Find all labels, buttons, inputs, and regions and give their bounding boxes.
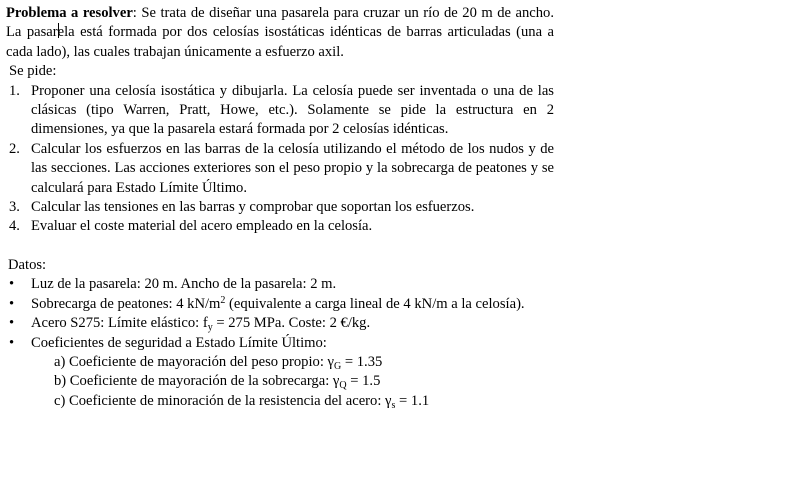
task-text: Proponer una celosía isostática y dibujarla. La celosía puede ser inventada o una de las clásicas (tipo Warren, Pratt, Howe, etc.). Solamente se pide la estructura en 2 dimensiones, ya que la pasarela estará formada por 2 celosías idénticas.	[31, 82, 554, 138]
datos-item-sobrecarga: • Sobrecarga de peatones: 4 $kN/m^2$ (equivalente a carga lineal de 4 kN/m a la celosía).	[6, 295, 554, 314]
task-number: 1.	[9, 82, 20, 99]
datos-item-luz: • Luz de la pasarela: 20 m. Ancho de la pasarela: 2 m.	[6, 275, 554, 294]
subscript: Q	[339, 380, 347, 392]
bullet-icon: •	[9, 334, 15, 351]
bullet-icon: •	[9, 315, 15, 332]
bullet-icon: •	[9, 276, 15, 293]
task-list	[6, 82, 554, 237]
task-number: 3.	[9, 199, 20, 216]
problem-text-part1: : Se trata de diseñar una pasarela para cruzar un río de 20 m de ancho. La pasar	[6, 5, 554, 41]
task-number: 4.	[9, 218, 20, 235]
task-number: 2.	[9, 140, 20, 157]
document-body	[6, 4, 554, 411]
coeficiente-line: a) Coeficiente de mayoración del peso propio: $\gamma_G = 1.35$	[54, 353, 383, 372]
coeficiente-line: b) Coeficiente de mayoración de la sobrecarga: $\gamma_Q = 1.5$	[54, 373, 381, 392]
task-item	[6, 198, 554, 217]
task-text: Evaluar el coste material del acero empleado en la celosía.	[31, 218, 373, 235]
task-text: Calcular los esfuerzos en las barras de la celosía utilizando el método de los nudos y de las secciones. Las acciones exteriores son el peso propio y la sobrecarga de peatones y se calculará para Estado Límite Último.	[31, 140, 554, 196]
subscript: s	[391, 399, 396, 411]
task-item	[6, 82, 554, 140]
problem-label: Problema a resolver	[6, 5, 133, 21]
task-item	[6, 140, 554, 198]
problem-text-part2: ela está formada por dos celosías isostáticas idénticas de barras articuladas (una a cada lado), las cuales trabajan únicamente a esfuerzo axil.	[6, 24, 554, 60]
subscript: y	[207, 322, 213, 334]
datos-item-acero: • Acero S275: Límite elástico: $f_y = 275$ MPa. Coste: 2 €/kg.	[9, 315, 371, 334]
coeficiente-line: c) Coeficiente de minoración de la resistencia del acero: $\gamma_s = 1.1$	[54, 392, 430, 411]
subscript: G	[333, 360, 342, 372]
problem-statement	[6, 4, 554, 62]
bullet-icon: •	[9, 295, 15, 312]
datos-list	[6, 275, 554, 353]
datos-item-coeficientes: • Coeficientes de seguridad a Estado Límite Último:	[6, 334, 554, 353]
se-pide-heading: Se pide:	[9, 63, 57, 80]
superscript: 2	[220, 294, 226, 306]
datos-heading: Datos:	[8, 256, 47, 273]
task-text: Calcular las tensiones en las barras y comprobar que soportan los esfuerzos.	[31, 199, 475, 216]
task-item	[6, 217, 554, 236]
